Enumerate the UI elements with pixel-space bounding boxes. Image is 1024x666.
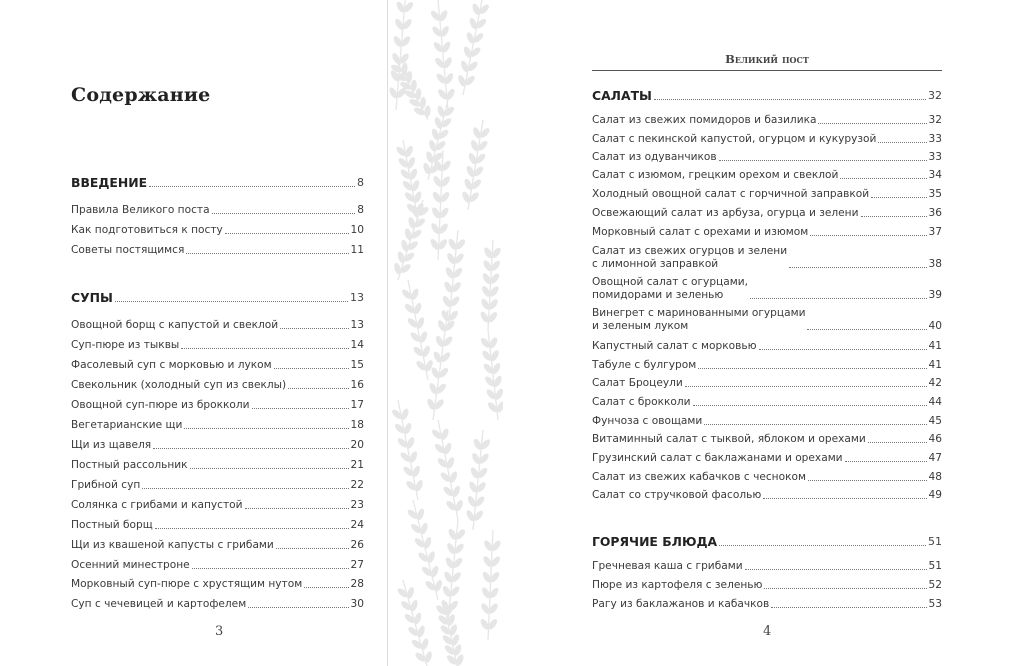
toc-entry[interactable] [592,598,942,611]
entry-title: Как подготовиться к посту [71,224,223,236]
entry-title: Солянка с грибами и капустой [71,499,243,511]
toc-section-salads[interactable] [592,88,942,103]
page-ref: 23 [350,499,364,511]
entry-title: Салат с изюмом, грецким орехом и свеклой [592,169,839,181]
entry-title: Салат Броцеули [592,377,683,389]
page-ref: 33 [928,133,942,145]
willow-branch-icon [435,600,465,666]
entry-title: Салат из свежих помидоров и базилика [592,114,817,126]
dot-leader [155,528,349,529]
dot-leader [190,468,349,469]
entry-title: Салат из свежих кабачков с чесноком [592,471,806,483]
toc-entry[interactable] [71,359,364,372]
section-heading: САЛАТЫ [592,88,652,103]
toc-entry[interactable] [71,539,364,552]
page-ref: 38 [928,258,942,270]
toc-title: Содержание [71,84,211,106]
entry-title: Рагу из баклажанов и кабачков [592,598,770,610]
entry-title: Салат со стручковой фасолью [592,489,762,501]
entry-title: Осенний минестроне [71,559,190,571]
dot-leader [818,123,926,124]
decorative-branch-pattern [387,0,504,666]
willow-branch-icon [390,400,424,500]
entry-title: Салат из свежих огурцов и зелени с лимонной заправкой [592,245,788,270]
entry-title: Грибной суп [71,479,141,491]
page-ref: 45 [928,415,942,427]
page-ref: 32 [928,114,942,126]
willow-branch-icon [457,0,491,95]
toc-entry[interactable] [71,578,364,591]
dot-leader [771,607,926,608]
page-ref: 13 [350,291,364,304]
page-ref: 40 [928,320,942,332]
toc-entry[interactable] [71,479,364,492]
page-ref: 32 [928,89,942,102]
toc-section-soups[interactable] [71,290,364,305]
dot-leader [807,329,926,330]
dot-leader [763,498,926,499]
page-ref: 41 [928,340,942,352]
toc-entry[interactable] [71,204,364,217]
dot-leader [871,197,926,198]
page-ref: 47 [928,452,942,464]
page-ref: 46 [928,433,942,445]
page-ref: 20 [350,439,364,451]
page-ref: 44 [928,396,942,408]
entry-title: Фунчоза с овощами [592,415,703,427]
dot-leader [212,213,356,214]
toc-entry[interactable] [71,319,364,332]
toc-section-intro[interactable] [71,175,364,190]
entry-title: Овощной борщ с капустой и свеклой [71,319,279,331]
entry-title: Освежающий салат из арбуза, огурца и зелени [592,207,859,219]
entry-title: Салат из одуванчиков [592,151,717,163]
toc-entry[interactable] [71,519,364,532]
toc-entry[interactable] [71,439,364,452]
entry-title: Фасолевый суп с морковью и луком [71,359,272,371]
toc-entry[interactable] [71,224,364,237]
dot-leader [789,267,926,268]
page-ref: 51 [928,535,942,548]
dot-leader [274,368,349,369]
dot-leader [861,216,927,217]
toc-entry[interactable] [71,419,364,432]
page-ref: 11 [350,244,364,256]
toc-entry[interactable] [71,459,364,472]
dot-leader [878,142,926,143]
entry-title: Постный борщ [71,519,153,531]
page-ref: 26 [350,539,364,551]
dot-leader [225,233,349,234]
page-ref: 24 [350,519,364,531]
dot-leader [745,569,927,570]
entry-title: Гречневая каша с грибами [592,560,743,572]
toc-entry[interactable] [71,244,364,257]
entry-title: Грузинский салат с баклажанами и орехами [592,452,843,464]
entry-title: Свекольник (холодный суп из свеклы) [71,379,287,391]
page-ref: 52 [928,579,942,591]
willow-branch-icon [465,430,492,530]
willow-branch-icon [388,0,504,666]
page-ref: 51 [928,560,942,572]
page-ref: 41 [928,359,942,371]
dot-leader [252,408,349,409]
entry-title: Правила Великого поста [71,204,210,216]
page-ref: 10 [350,224,364,236]
entry-title: Холодный овощной салат с горчичной заправкой [592,188,870,200]
toc-section-hot-dishes[interactable] [592,534,942,549]
toc-entry[interactable] [592,396,942,409]
entry-title: Овощной суп-пюре из брокколи [71,399,250,411]
page-ref: 48 [928,471,942,483]
dot-leader [759,349,927,350]
page-ref: 34 [928,169,942,181]
toc-entry[interactable] [592,169,942,182]
entry-title: Советы постящимся [71,244,185,256]
dot-leader [868,442,927,443]
page-ref: 37 [928,226,942,238]
page-ref: 42 [928,377,942,389]
dot-leader [149,186,355,187]
dot-leader [845,461,927,462]
page-ref: 14 [350,339,364,351]
willow-branch-icon [406,500,443,600]
toc-entry[interactable] [592,489,942,502]
dot-leader [685,386,927,387]
willow-branch-icon [400,280,434,380]
willow-branch-icon [396,580,433,666]
entry-title: Морковный салат с орехами и изюмом [592,226,809,238]
page-ref: 39 [928,289,942,301]
toc-entry[interactable] [71,499,364,512]
dot-leader [750,298,927,299]
section-heading: ВВЕДЕНИЕ [71,175,148,190]
page-ref: 21 [350,459,364,471]
page-ref: 13 [350,319,364,331]
toc-entry[interactable] [592,415,942,428]
toc-entry[interactable] [592,226,942,239]
page-ref: 33 [928,151,942,163]
entry-title: Суп-пюре из тыквы [71,339,180,351]
page-ref: 15 [350,359,364,371]
dot-leader [719,160,927,161]
toc-entry[interactable] [592,276,942,302]
dot-leader [304,587,348,588]
toc-entry[interactable] [71,559,364,572]
entry-title: Щи из квашеной капусты с грибами [71,539,274,551]
toc-entry[interactable] [592,207,942,220]
page-number-right: 4 [763,624,772,639]
dot-leader [115,301,348,302]
willow-branch-icon [479,240,502,330]
toc-entry[interactable] [592,188,942,201]
running-head: Великий пост [725,52,809,66]
entry-title: Овощной салат с огурцами, помидорами и зеленью [592,276,748,301]
willow-branch-icon [429,0,456,110]
toc-entry[interactable] [592,471,942,484]
dot-leader [280,328,348,329]
toc-entry[interactable] [592,433,942,446]
entry-title: Винегрет с маринованными огурцами и зеленым луком [592,307,806,332]
dot-leader [181,348,348,349]
toc-entry[interactable] [592,307,942,333]
page-ref: 22 [350,479,364,491]
dot-leader [764,588,926,589]
page-ref: 8 [357,204,364,216]
page-ref: 28 [350,578,364,590]
willow-branch-icon [479,330,504,420]
running-head-rule [592,70,942,71]
dot-leader [810,235,926,236]
dot-leader [693,405,927,406]
dot-leader [248,607,348,608]
page-ref: 35 [928,188,942,200]
toc-entry[interactable] [592,151,942,164]
toc-entry[interactable] [592,245,942,271]
dot-leader [719,545,926,546]
page-number-left: 3 [215,624,224,639]
willow-branch-icon [429,150,452,260]
dot-leader [654,99,926,100]
page-ref: 49 [928,489,942,501]
dot-leader [186,253,348,254]
entry-title: Вегетарианские щи [71,419,183,431]
dot-leader [192,568,349,569]
willow-branch-icon [430,420,464,520]
willow-branch-icon [390,60,431,120]
dot-leader [288,388,348,389]
toc-entry[interactable] [71,339,364,352]
entry-title: Салат с пекинской капустой, огурцом и кукурузой [592,133,877,145]
page-ref: 30 [350,598,364,610]
dot-leader [245,508,349,509]
toc-entry[interactable] [592,579,942,592]
entry-title: Морковный суп-пюре с хрустящим нутом [71,578,303,590]
dot-leader [184,428,348,429]
entry-title: Постный рассольник [71,459,188,471]
entry-title: Щи из щавеля [71,439,152,451]
toc-entry[interactable] [71,399,364,412]
dot-leader [276,548,349,549]
section-heading: ГОРЯЧИЕ БЛЮДА [592,534,718,549]
dot-leader [698,368,926,369]
page-ref: 8 [357,176,364,189]
toc-entry[interactable] [592,133,942,146]
page-ref: 18 [350,419,364,431]
page-ref: 16 [350,379,364,391]
toc-entry[interactable] [592,340,942,353]
page-ref: 17 [350,399,364,411]
dot-leader [704,424,926,425]
toc-entry[interactable] [592,377,942,390]
toc-entry[interactable] [592,560,942,573]
entry-title: Салат с брокколи [592,396,691,408]
entry-title: Капустный салат с морковью [592,340,757,352]
willow-branch-icon [461,120,491,210]
toc-entry[interactable] [592,359,942,372]
dot-leader [142,488,348,489]
toc-entry[interactable] [592,452,942,465]
page-ref: 53 [928,598,942,610]
entry-title: Суп с чечевицей и картофелем [71,598,247,610]
entry-title: Табуле с булгуром [592,359,697,371]
dot-leader [808,480,927,481]
toc-entry[interactable] [71,598,364,611]
dot-leader [840,178,926,179]
willow-branch-icon [479,530,502,640]
entry-title: Пюре из картофеля с зеленью [592,579,763,591]
toc-entry[interactable] [71,379,364,392]
section-heading: СУПЫ [71,290,113,305]
toc-entry[interactable] [592,114,942,127]
page-ref: 27 [350,559,364,571]
page-ref: 36 [928,207,942,219]
entry-title: Витаминный салат с тыквой, яблоком и орехами [592,433,866,445]
dot-leader [153,448,348,449]
